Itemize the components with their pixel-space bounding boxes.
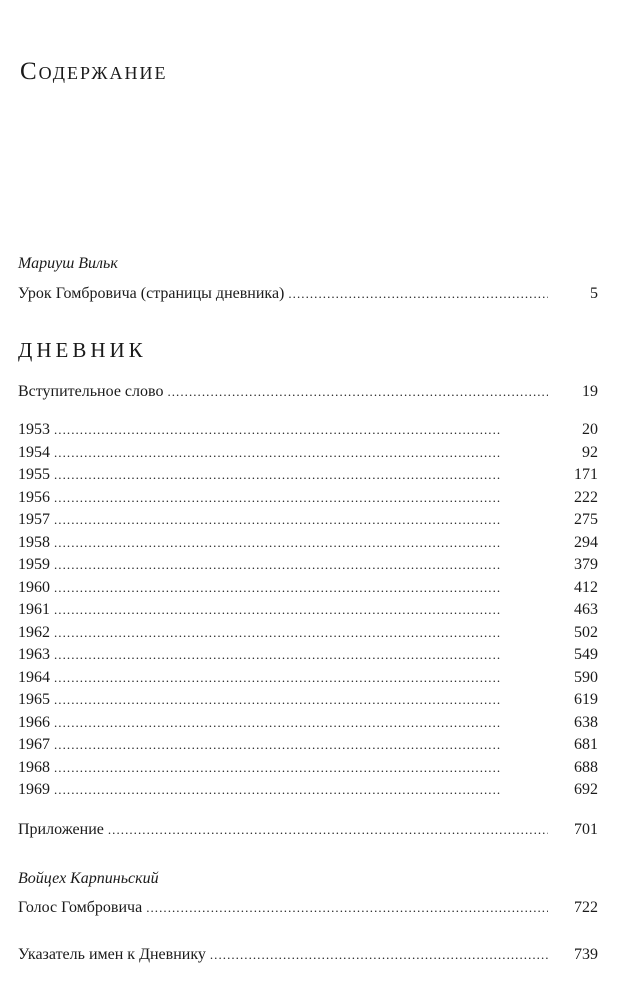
- entry-label: Голос Гомбровича: [18, 899, 143, 916]
- dot-leader: [54, 780, 548, 800]
- entry-page: 681: [574, 736, 598, 753]
- entry-page: 549: [574, 646, 598, 663]
- toc-entry-year[interactable]: [18, 443, 598, 463]
- entry-page: 638: [574, 713, 598, 731]
- entry-page: 5: [590, 285, 598, 302]
- entry-page: 688: [574, 758, 598, 776]
- dot-leader: [54, 713, 548, 733]
- dot-leader: [54, 555, 548, 575]
- toc-entry-year[interactable]: [18, 713, 598, 733]
- entry-page: 222: [574, 488, 598, 506]
- dot-leader: [54, 668, 548, 688]
- toc-entry-year[interactable]: [18, 420, 598, 440]
- entry-page: 701: [574, 821, 598, 838]
- entry-label: 1963: [18, 646, 50, 663]
- entry-label: Приложение: [18, 821, 104, 838]
- page-title: Содержание: [20, 58, 168, 85]
- toc-entry-index[interactable]: [18, 945, 598, 965]
- toc-entry-year[interactable]: [18, 488, 598, 508]
- dot-leader: [54, 645, 548, 665]
- dot-leader: [54, 488, 548, 508]
- entry-page: 619: [574, 691, 598, 708]
- entry-page: 722: [574, 899, 598, 916]
- entry-label: 1969: [18, 781, 50, 798]
- toc-entry-foreword[interactable]: [18, 382, 598, 402]
- entry-page: 20: [582, 421, 598, 438]
- entry-label: 1962: [18, 623, 50, 641]
- dot-leader: [54, 735, 548, 755]
- entry-label: 1960: [18, 578, 50, 596]
- dot-leader: [54, 578, 548, 598]
- dot-leader: [54, 690, 548, 710]
- entry-page: 412: [574, 578, 598, 596]
- entry-label: 1959: [18, 556, 50, 573]
- toc-entry-year[interactable]: [18, 600, 598, 620]
- entry-label: 1964: [18, 668, 50, 686]
- entry-page: 463: [574, 601, 598, 618]
- toc-entry-afterword[interactable]: [18, 898, 598, 918]
- entry-page: 502: [574, 623, 598, 641]
- entry-page: 692: [574, 781, 598, 798]
- toc-entry-year[interactable]: [18, 623, 598, 643]
- dot-leader: [54, 600, 548, 620]
- dot-leader: [54, 510, 548, 530]
- dot-leader: [54, 533, 548, 553]
- entry-label: Урок Гомбровича (страницы дневника): [18, 285, 285, 302]
- dot-leader: [146, 898, 548, 918]
- toc-entry-year[interactable]: [18, 780, 598, 800]
- entry-page: 275: [574, 511, 598, 528]
- dot-leader: [210, 945, 548, 965]
- entry-page: 590: [574, 668, 598, 686]
- toc-entry-year[interactable]: [18, 690, 598, 710]
- section-title: ДНЕВНИК: [18, 338, 147, 362]
- entry-label: 1958: [18, 533, 50, 551]
- entry-page: 379: [574, 556, 598, 573]
- entry-label: Вступительное слово: [18, 383, 164, 400]
- toc-entry-year[interactable]: [18, 668, 598, 688]
- dot-leader: [54, 623, 548, 643]
- entry-label: 1955: [18, 466, 50, 483]
- entry-page: 294: [574, 533, 598, 551]
- entry-label: 1953: [18, 421, 50, 438]
- entry-label: 1967: [18, 736, 50, 753]
- dot-leader: [167, 382, 548, 402]
- dot-leader: [54, 420, 548, 440]
- toc-entry-year[interactable]: [18, 578, 598, 598]
- toc-entry-year[interactable]: [18, 758, 598, 778]
- toc-entry-intro[interactable]: [18, 284, 598, 304]
- entry-page: 92: [582, 443, 598, 461]
- toc-entry-year[interactable]: [18, 510, 598, 530]
- toc-entry-appendix[interactable]: [18, 820, 598, 840]
- entry-page: 171: [574, 466, 598, 483]
- toc-entry-year[interactable]: [18, 533, 598, 553]
- entry-label: 1965: [18, 691, 50, 708]
- entry-label: 1954: [18, 443, 50, 461]
- entry-label: 1961: [18, 601, 50, 618]
- dot-leader: [108, 820, 548, 840]
- dot-leader: [288, 284, 548, 304]
- entry-label: Указатель имен к Дневнику: [18, 946, 206, 963]
- entry-label: 1966: [18, 713, 50, 731]
- afterword-author: Войцех Карпиньский: [18, 870, 159, 887]
- toc-entry-year[interactable]: [18, 645, 598, 665]
- dot-leader: [54, 758, 548, 778]
- toc-entry-year[interactable]: [18, 555, 598, 575]
- entry-label: 1957: [18, 511, 50, 528]
- intro-author: Мариуш Вильк: [18, 255, 118, 272]
- dot-leader: [54, 443, 548, 463]
- entry-page: 19: [582, 383, 598, 400]
- entry-label: 1956: [18, 488, 50, 506]
- entry-label: 1968: [18, 758, 50, 776]
- dot-leader: [54, 465, 548, 485]
- toc-entry-year[interactable]: [18, 465, 598, 485]
- toc-entry-year[interactable]: [18, 735, 598, 755]
- entry-page: 739: [574, 946, 598, 963]
